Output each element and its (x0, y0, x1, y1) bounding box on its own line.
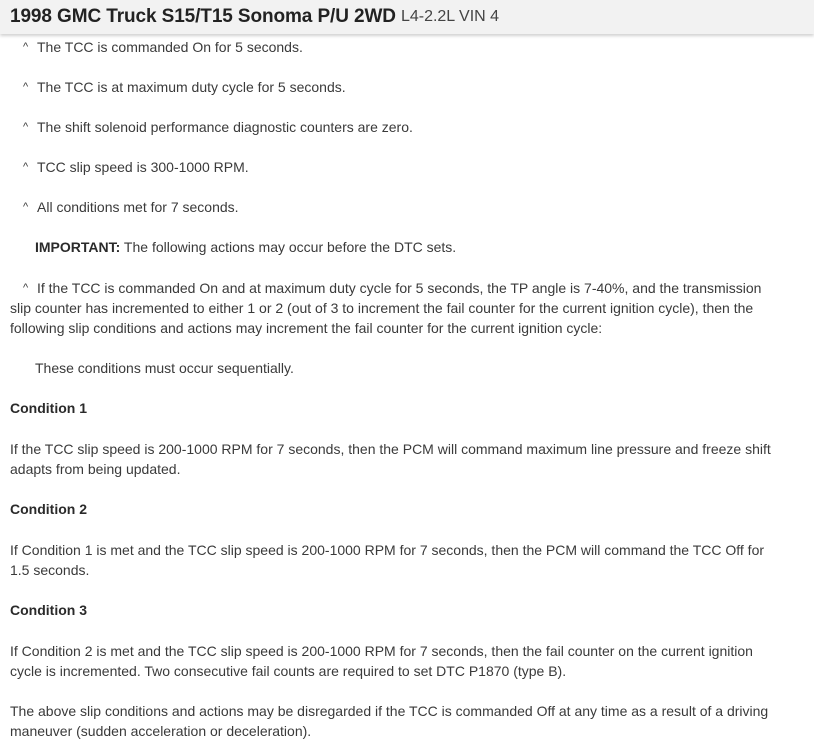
closing-line-1: The above slip conditions and actions may be disregarded if the TCC is commanded Off at any time as a result of a driving (10, 703, 769, 719)
slip-line-1: If the TCC is commanded On and at maximum duty cycle for 5 seconds, the TP angle is 7-40%, and the transmission (37, 280, 762, 296)
condition-2-line-2: 1.5 seconds. (10, 562, 90, 578)
sequential-note: These conditions must occur sequentially. (35, 360, 294, 376)
important-label: IMPORTANT: (35, 239, 121, 255)
list-item (10, 197, 800, 217)
important-note (10, 237, 814, 257)
vehicle-header (0, 0, 814, 34)
caret-bullet-icon: ^ (23, 282, 29, 294)
important-text: The following actions may occur before the DTC sets. (120, 239, 457, 255)
condition-3-line-2: cycle is incremented. Two consecutive fail counts are required to set DTC P1870 (type B). (10, 663, 567, 679)
bullet-text: All conditions met for 7 seconds. (37, 199, 239, 215)
condition-1-line-2: adapts from being updated. (10, 461, 181, 477)
bullet-text: The TCC is at maximum duty cycle for 5 seconds. (37, 79, 346, 95)
condition-2-line-1: If Condition 1 is met and the TCC slip speed is 200-1000 RPM for 7 seconds, then the PCM will command the TCC Off for (10, 542, 765, 558)
caret-bullet-icon: ^ (23, 201, 29, 213)
slip-condition-bullet (10, 278, 800, 298)
caret-bullet-icon: ^ (23, 161, 29, 173)
caret-bullet-icon: ^ (23, 41, 29, 53)
condition-2-heading: Condition 2 (10, 501, 87, 517)
slip-line-2: slip counter has incremented to either 1 or 2 (out of 3 to increment the fail counter for the current ignition cycle), then the (10, 300, 754, 316)
caret-bullet-icon: ^ (23, 121, 29, 133)
condition-3-heading: Condition 3 (10, 602, 87, 618)
engine-label: L4-2.2L VIN 4 (400, 8, 500, 25)
bullet-text: The TCC is commanded On for 5 seconds. (37, 39, 303, 55)
condition-3-line-1: If Condition 2 is met and the TCC slip speed is 200-1000 RPM for 7 seconds, then the fail counter on the current ignition (10, 643, 753, 659)
condition-1-line-1: If the TCC slip speed is 200-1000 RPM for 7 seconds, then the PCM will command maximum line pressure and freeze shift (10, 441, 771, 457)
condition-1-heading: Condition 1 (10, 400, 87, 416)
bullet-text: TCC slip speed is 300-1000 RPM. (37, 159, 249, 175)
bullet-text: The shift solenoid performance diagnostic counters are zero. (37, 119, 413, 135)
vehicle-title: 1998 GMC Truck S15/T15 Sonoma P/U 2WD (10, 6, 396, 27)
slip-line-3: following slip conditions and actions may increment the fail counter for the current ignition cycle: (10, 320, 603, 336)
closing-line-2: maneuver (sudden acceleration or deceleration). (10, 723, 312, 739)
list-item (10, 117, 800, 137)
list-item (10, 157, 800, 177)
caret-bullet-icon: ^ (23, 81, 29, 93)
list-item (10, 77, 800, 97)
list-item (10, 37, 800, 57)
